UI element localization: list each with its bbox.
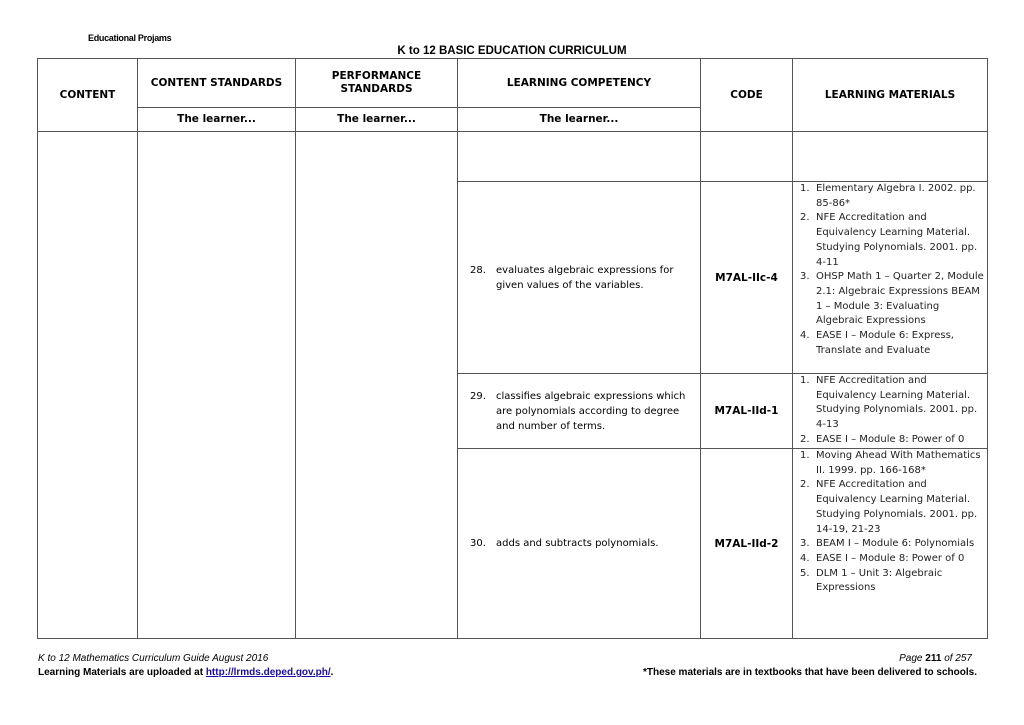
material-item: 2. EASE I – Module 8: Power of 0: [800, 433, 965, 445]
material-item: 2. NFE Accreditation and Equivalency Learning Material. Studying Polynomials. 2001. pp. 4-11: [800, 212, 978, 268]
footer-upload-notice: Learning Materials are uploaded at http://lrmds.deped.gov.ph/.: [38, 667, 334, 678]
empty-materials-cell: [793, 132, 988, 182]
footer-textbook-note: *These materials are in textbooks that have been delivered to schools.: [642, 667, 977, 678]
performance-standards-cell: [296, 132, 458, 639]
competency-cell: [458, 449, 701, 639]
material-item: 5. DLM 1 – Unit 3: Algebraic Expressions: [800, 567, 943, 594]
material-item: 4. EASE I – Module 8: Power of 0: [800, 552, 965, 564]
material-item: 1. Moving Ahead With Mathematics II. 1999. pp. 166-168*: [800, 450, 981, 476]
competency-number: 30.: [470, 538, 486, 549]
content-standards-cell: [138, 132, 296, 639]
subheader-learning-competency: The learner...: [458, 108, 701, 132]
material-item: 3. BEAM I – Module 6: Polynomials: [800, 538, 975, 550]
header-content-standards: CONTENT STANDARDS: [138, 59, 296, 108]
header-code: CODE: [701, 59, 793, 132]
curriculum-table: [37, 58, 988, 639]
header-performance-standards: PERFORMANCE STANDARDS: [296, 59, 458, 108]
header-learning-materials: LEARNING MATERIALS: [793, 59, 988, 132]
lrmds-link[interactable]: http://lrmds.deped.gov.ph/: [205, 667, 331, 678]
competency-cell: [458, 374, 701, 449]
materials-cell: [793, 182, 988, 374]
competency-code: M7AL-IIc-4: [701, 182, 793, 374]
competency-text: evaluates algebraic expressions for given values of the variables.: [496, 264, 674, 291]
materials-cell: [793, 374, 988, 449]
document-title: K to 12 BASIC EDUCATION CURRICULUM: [397, 45, 627, 57]
competency-text: adds and subtracts polynomials.: [496, 538, 659, 549]
competency-code: M7AL-IId-1: [701, 374, 793, 449]
material-item: 3. OHSP Math 1 – Quarter 2, Module 2.1: Algebraic Expressions BEAM 1 – Module 3: Evaluating Algebraic Expressions: [800, 271, 984, 327]
subheader-performance-standards: The learner...: [296, 108, 458, 132]
empty-code-cell: [701, 132, 793, 182]
brand-watermark: Educational Projams: [88, 33, 172, 43]
footer-guide-title: K to 12 Mathematics Curriculum Guide August 2016: [38, 653, 269, 664]
materials-cell: [793, 449, 988, 639]
header-content: CONTENT: [38, 59, 138, 132]
competency-number: 29.: [470, 390, 486, 402]
competency-code: M7AL-IId-2: [701, 449, 793, 639]
competency-number: 28.: [470, 264, 486, 276]
material-item: 1. Elementary Algebra I. 2002. pp. 85-86*: [800, 183, 976, 209]
material-item: 4. EASE I – Module 6: Express, Translate and Evaluate: [800, 330, 954, 356]
header-learning-competency: LEARNING COMPETENCY: [458, 59, 701, 108]
page-number: Page 211 of 257: [899, 653, 972, 664]
content-cell: [38, 132, 138, 639]
competency-text: classifies algebraic expressions which are polynomials according to degree and number of terms.: [496, 390, 686, 432]
subheader-content-standards: The learner...: [138, 108, 296, 132]
material-item: 2. NFE Accreditation and Equivalency Learning Material. Studying Polynomials. 2001. pp. 14-19, 21-23: [800, 479, 978, 535]
material-item: 1. NFE Accreditation and Equivalency Learning Material. Studying Polynomials. 2001. pp. 4-13: [800, 375, 978, 431]
competency-cell: [458, 182, 701, 374]
empty-competency-cell: [458, 132, 701, 182]
